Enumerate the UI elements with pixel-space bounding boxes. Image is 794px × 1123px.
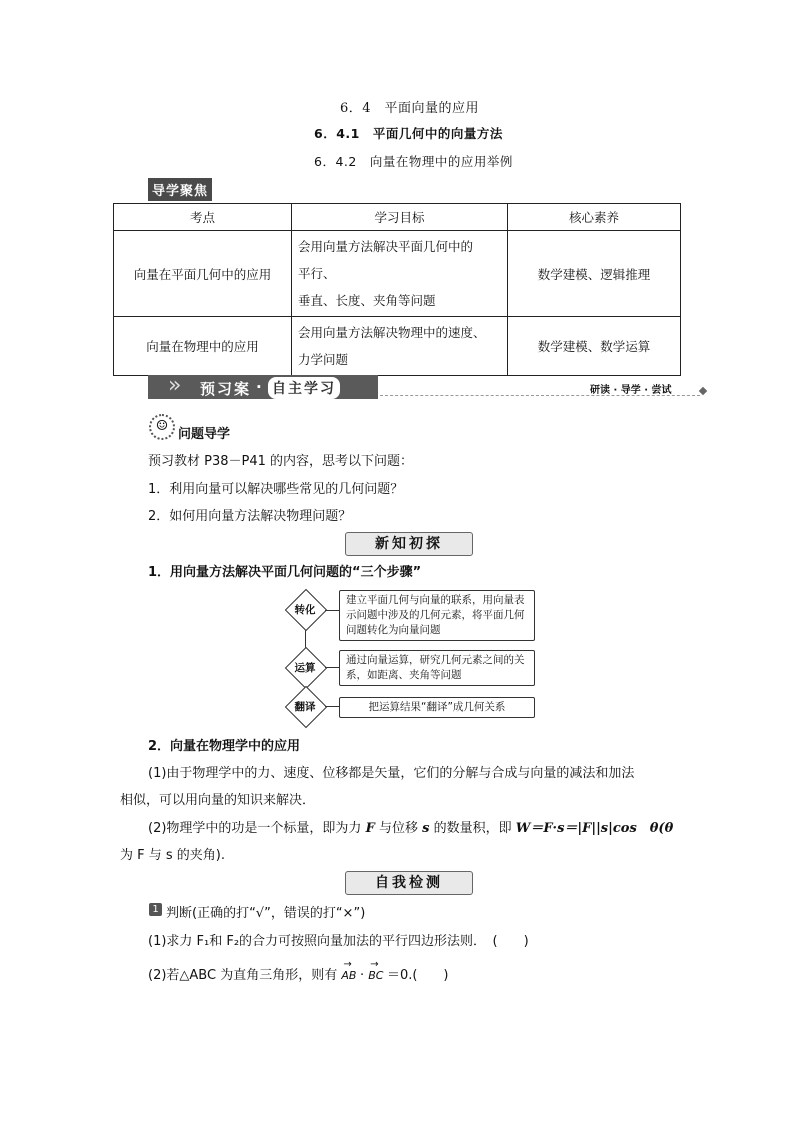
table-cell: 向量在物理中的应用	[114, 317, 292, 376]
vector-label: AB	[341, 969, 357, 982]
step-text: 建立平面几何与向量的联系，用向量表	[346, 594, 525, 606]
k2-paragraph-2b: 为 F 与 s 的夹角).	[120, 848, 225, 863]
step-box	[339, 590, 535, 641]
self-check-pill: 自我检测	[345, 871, 473, 895]
k2-paragraph-2a	[148, 817, 673, 836]
check-item-2	[148, 959, 449, 983]
text-run: (2)若△ABC 为直角三角形，则有	[148, 968, 338, 983]
dot-operator: ·	[359, 968, 365, 983]
table-cell: 数学建模、逻辑推理	[508, 231, 681, 317]
flow-connector	[325, 706, 339, 707]
sun-icon: ☺	[149, 414, 175, 440]
text-run: 与位移	[378, 821, 418, 836]
goal-line: 垂直、长度、夹角等问题	[298, 293, 436, 308]
step-label: 翻译	[294, 701, 316, 713]
table-row	[114, 231, 681, 317]
step-label: 转化	[294, 604, 316, 616]
vector-bc	[368, 959, 387, 982]
subsection-title-1: 6．4.1 平面几何中的向量方法	[314, 126, 503, 141]
diamond-icon	[699, 387, 707, 395]
question-number-badge: 1	[149, 903, 162, 916]
table-cell	[292, 317, 508, 376]
flow-connector	[325, 667, 339, 668]
subsection-title-2: 6．4.2 向量在物理中的应用举例	[314, 154, 513, 169]
table-cell	[292, 231, 508, 317]
vector-arrow-icon: →	[343, 959, 352, 970]
judge-instruction: 判断(正确的打“√”，错误的打“×”)	[166, 906, 366, 921]
guide-heading: 问题导学	[178, 427, 231, 442]
k2-heading: 2．向量在物理学中的应用	[148, 739, 301, 754]
step-text: 问题转化为向量问题	[346, 624, 441, 636]
text-run: (2)物理学中的功是一个标量，即为力	[148, 821, 362, 836]
vector-ab	[341, 959, 360, 982]
guide-intro: 预习教材 P38－P41 的内容，思考以下问题：	[148, 454, 414, 469]
table-header: 学习目标	[292, 204, 508, 231]
step-text: 示问题中涉及的几何元素，将平面几何	[346, 609, 525, 621]
flow-connector	[325, 610, 339, 611]
step-box	[339, 650, 535, 686]
guide-question-1: 1．利用向量可以解决哪些常见的几何问题？	[148, 482, 404, 497]
step-text: 把运算结果“翻译”成几何关系	[368, 701, 506, 713]
table-cell: 向量在平面几何中的应用	[114, 231, 292, 317]
k1-heading: 1．用向量方法解决平面几何问题的“三个步骤”	[148, 565, 422, 580]
check-item-1: (1)求力 F₁和 F₂的合力可按照向量加法的平行四边形法则． ( )	[148, 934, 529, 949]
section-title: 6．4 平面向量的应用	[340, 101, 480, 116]
preview-banner	[148, 375, 708, 401]
banner-bg	[148, 375, 378, 399]
steps-flowchart	[285, 590, 545, 720]
goals-table	[113, 203, 681, 376]
work-formula: W＝F·s＝|F||s|cos θ(θ	[515, 821, 674, 836]
banner-tail: 研读 · 导学 · 尝试	[590, 385, 672, 396]
step-text: 系，如距离、夹角等问题	[346, 669, 462, 681]
focus-tag: 导学聚焦	[148, 178, 212, 201]
k2-paragraph-1b: 相似，可以用向量的知识来解决．	[120, 793, 316, 808]
step-label: 运算	[294, 662, 316, 674]
goal-line: 力学问题	[298, 352, 349, 367]
banner-right: 自主学习	[268, 377, 340, 399]
goal-line: 平行、	[298, 266, 336, 281]
displacement-symbol: s	[422, 821, 430, 836]
vector-arrow-icon: →	[370, 959, 379, 970]
table-header: 核心素养	[508, 204, 681, 231]
vector-label: BC	[368, 969, 384, 982]
chevrons-icon: »	[168, 373, 182, 398]
goal-line: 会用向量方法解决物理中的速度、	[298, 325, 486, 340]
k2-paragraph-1a: (1)由于物理学中的力、速度、位移都是矢量，它们的分解与合成与向量的减法和加法	[148, 766, 635, 781]
table-header: 考点	[114, 204, 292, 231]
banner-left: 预习案	[200, 380, 252, 398]
text-run: 的数量积，即	[433, 821, 512, 836]
new-knowledge-pill: 新知初探	[345, 532, 473, 556]
text-run: ＝0.( )	[386, 968, 449, 983]
table-cell: 数学建模、数学运算	[508, 317, 681, 376]
table-row	[114, 317, 681, 376]
guide-question-2: 2．如何用向量方法解决物理问题？	[148, 509, 352, 524]
step-text: 通过向量运算，研究几何元素之间的关	[346, 654, 525, 666]
step-box	[339, 697, 535, 718]
force-symbol: F	[365, 821, 375, 836]
banner-dot: ·	[256, 378, 262, 396]
goal-line: 会用向量方法解决平面几何中的	[298, 239, 474, 254]
